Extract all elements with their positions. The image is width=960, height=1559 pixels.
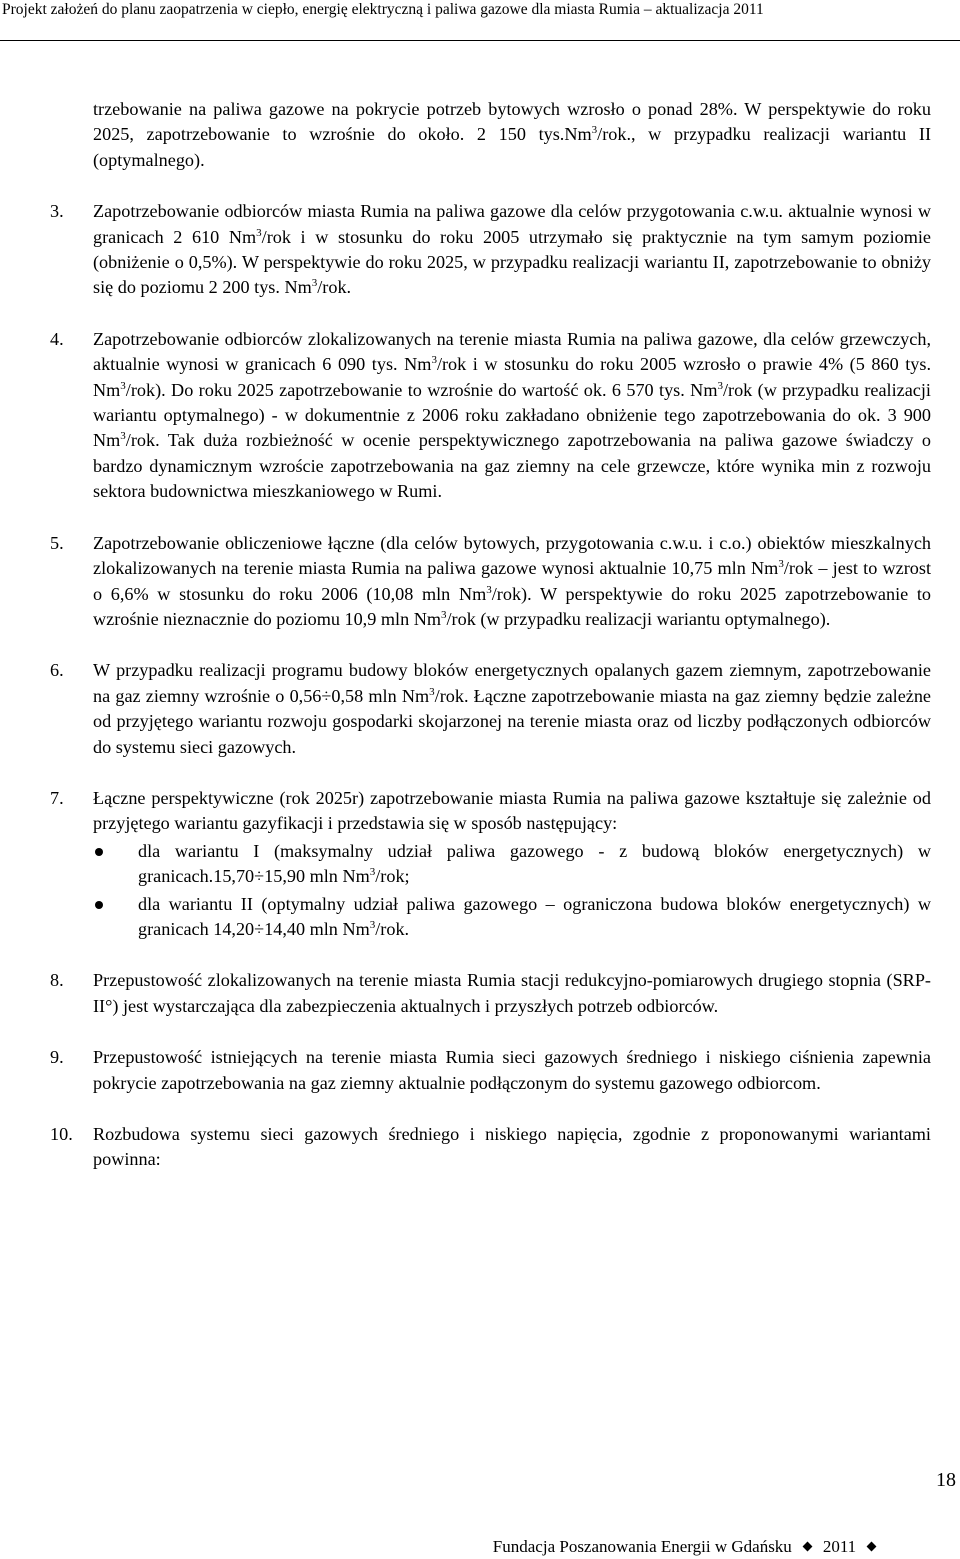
bullet-list [93, 839, 931, 943]
superscript: 3 [369, 866, 376, 879]
item-text: /rok. Tak duża rozbieżność w ocenie perspektywicznego zapotrzebowania na paliwa gazowe świadczy o bardzo dynamicznym wzroście zapotrzebowania na gaz ziemny na cele grzewcze, które wynika min z rozwoju sektora budownictwa mieszkaniowego w Rumi. [93, 430, 931, 502]
bullet-item-variant-1 [93, 839, 931, 890]
diamond-icon [802, 1542, 812, 1552]
list-item-5 [50, 531, 932, 633]
item-text: /rok i w stosunku do roku 2005 wzrosło o prawie 4% (5 860 tys. Nm [93, 354, 931, 400]
item-text: /rok). Do roku 2025 zapotrzebowanie to wzrośnie do wartość ok. 6 570 tys. Nm [125, 379, 718, 400]
superscript: 3 [778, 558, 784, 571]
item-number: 3. [50, 201, 64, 222]
header-divider [0, 40, 960, 41]
superscript: 3 [717, 379, 723, 392]
item-text: /rok). W perspektywie do roku 2025 zapotrzebowanie to wzrośnie nieznacznie do poziomu 10,9 mln Nm [93, 583, 932, 629]
superscript: 3 [369, 918, 376, 931]
bullet-item-variant-2 [93, 892, 931, 943]
item-number: 10. [50, 1124, 73, 1144]
footer-org: Fundacja Poszanowania Energii w Gdańsku [492, 1537, 792, 1556]
list-item-7 [50, 786, 931, 942]
superscript: 3 [591, 124, 598, 137]
item-number: 5. [50, 532, 64, 553]
bullet-text: /rok. [375, 918, 410, 939]
document-body [50, 97, 932, 1199]
item-text: Rozbudowa systemu sieci gazowych średniego i niskiego napięcia, zgodnie z proponowanymi wariantami powinna: [93, 1124, 931, 1170]
bullet-dot-icon [95, 901, 103, 909]
item-text: /rok (w przypadku realizacji wariantu optymalnego) - w dokumentnie z 2006 roku zakładano obniżenie tego zapotrzebowania do ok. 3 900 Nm [93, 379, 931, 451]
bullet-text: dla wariantu I (maksymalny udział paliwa gazowego - z budową bloków energetycznych) w granicach.15,70÷15,90 mln Nm [138, 840, 931, 887]
bullet-text: /rok; [375, 866, 410, 887]
running-header [0, 0, 960, 41]
intro-text-1: trzebowanie na paliwa gazowe na pokrycie potrzeb bytowych wzrosło o ponad 28%. W perspektywie do roku 2025, zapotrzebowanie to wzrośnie do około. 2 150 tys.Nm [93, 99, 931, 145]
intro-paragraph [93, 97, 931, 173]
item-text: Przepustowość istniejących na terenie miasta Rumia sieci gazowych średniego i niskiego ciśnienia zapewnia pokrycie zapotrzebowania na gaz ziemny aktualnie podłączonym do systemu gazowego odbiorcom. [93, 1047, 931, 1093]
superscript: 3 [486, 583, 492, 596]
item-text: Zapotrzebowanie obliczeniowe łączne (dla celów bytowych, przygotowania c.w.u. i c.o.) obiektów mieszkalnych zlokalizowanych na terenie miasta Rumia na paliwa gazowe wynosi aktualnie 10,75 mln Nm [93, 532, 931, 579]
item-number: 7. [50, 787, 64, 808]
item-number: 4. [50, 328, 64, 349]
item-text: /rok – jest to wzrost o 6,6% w stosunku do roku 2006 (10,08 mln Nm [93, 558, 931, 604]
item-text: Przepustowość zlokalizowanych na terenie miasta Rumia stacji redukcyjno-pomiarowych drugiego stopnia (SRP-II°) jest wystarczająca dla zabezpieczenia aktualnych i przyszłych potrzeb odbiorców. [93, 970, 931, 1016]
intro-text-2: /rok., w przypadku realizacji wariantu II (optymalnego). [93, 124, 932, 170]
header-title: Projekt założeń do planu zaopatrzenia w ciepło, energię elektryczną i paliwa gazowe dla miasta Rumia – aktualizacja 2011 [2, 1, 764, 18]
list-item-3 [50, 199, 931, 301]
superscript: 3 [311, 277, 318, 290]
item-text: /rok i w stosunku do roku 2005 utrzymało się praktycznie na tym samym poziomie (obniżenie o 0,5%). W perspektywie do roku 2025, w przypadku realizacji wariantu II, zapotrzebowanie to obniży się do poziomu 2 200 tys. Nm [93, 226, 931, 298]
superscript: 3 [120, 430, 126, 443]
item-text: W przypadku realizacji programu budowy bloków energetycznych opalanych gazem ziemnym, zapotrzebowanie na gaz ziemny wzrośnie o 0,56÷0,58 mln Nm [93, 660, 931, 706]
list-item-6 [50, 658, 931, 760]
item-number: 9. [50, 1047, 64, 1068]
item-number: 6. [50, 660, 64, 681]
list-item-8 [50, 968, 931, 1019]
diamond-icon [867, 1542, 877, 1552]
superscript: 3 [120, 379, 126, 392]
superscript: 3 [429, 685, 435, 698]
list-item-4 [50, 327, 931, 505]
item-text: Zapotrzebowanie odbiorców zlokalizowanych na terenie miasta Rumia na paliwa gazowe, dla celów grzewczych, aktualnie wynosi w granicach 6 090 tys. Nm [93, 328, 931, 375]
superscript: 3 [256, 226, 262, 239]
item-number: 8. [50, 970, 64, 991]
item-text: /rok. [317, 277, 352, 298]
superscript: 3 [441, 608, 447, 621]
item-text: Zapotrzebowanie odbiorców miasta Rumia na paliwa gazowe dla celów przygotowania c.w.u. aktualnie wynosi w granicach 2 610 Nm [93, 201, 931, 247]
item-text: /rok. Łączne zapotrzebowanie miasta na gaz ziemny będzie zależne od przyjętego wariantu rozwoju gospodarki skojarzonej na terenie miasta oraz od liczby podłączonych odbiorców do systemu sieci gazowych. [93, 685, 931, 757]
page-footer [0, 1536, 960, 1558]
list-item-10 [50, 1122, 931, 1173]
footer-year: 2011 [822, 1537, 857, 1556]
item-text: Łączne perspektywiczne (rok 2025r) zapotrzebowanie miasta Rumia na paliwa gazowe kształtuje się zależnie od przyjętego wariantu gazyfikacji i przedstawia się w sposób następujący: [93, 787, 931, 834]
bullet-dot-icon [95, 848, 103, 856]
list-item-9 [50, 1045, 931, 1096]
page-number: 18 [936, 1469, 956, 1491]
superscript: 3 [431, 354, 437, 367]
bullet-text: dla wariantu II (optymalny udział paliwa gazowego – ograniczona budowa bloków energetycznych) w granicach 14,20÷14,40 mln Nm [138, 893, 931, 939]
item-text: /rok (w przypadku realizacji wariantu optymalnego). [446, 608, 831, 629]
